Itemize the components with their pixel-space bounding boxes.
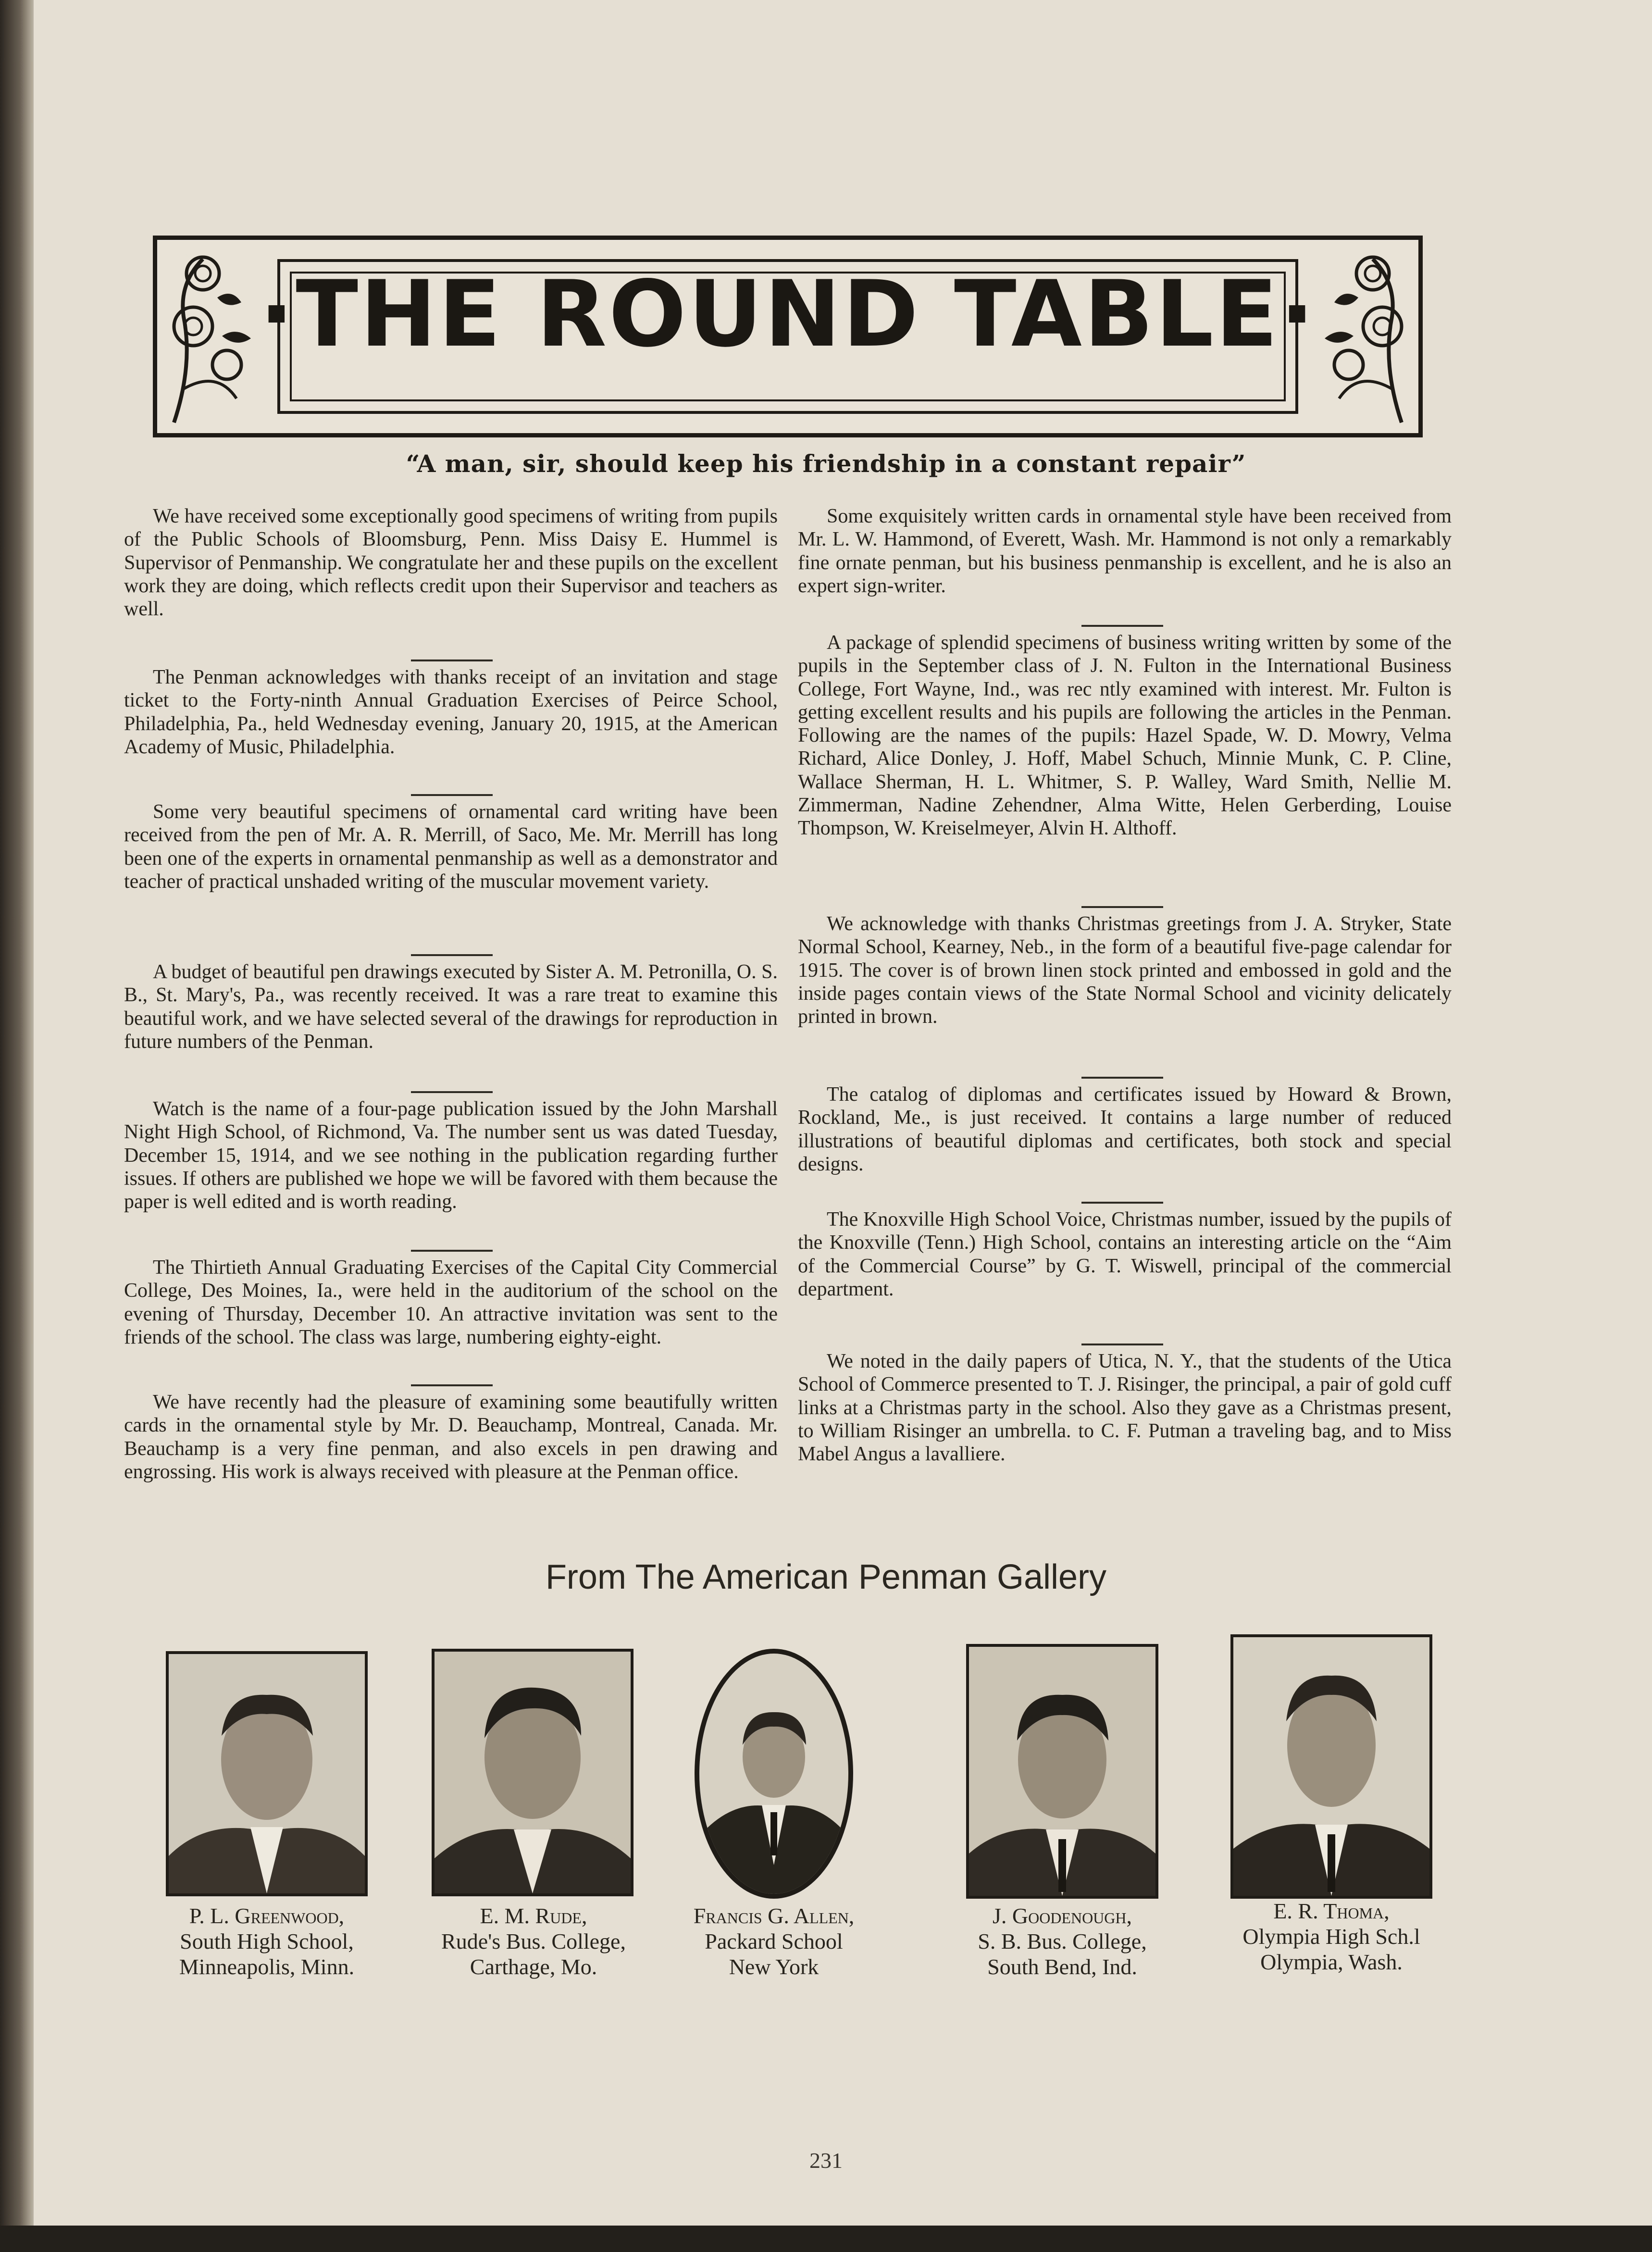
left-article-2: The Penman acknowledges with thanks receipt of an invitation and stage ticket to the Forty-ninth Annual Graduation Exercises of Peirce School, Philadelphia, Pa., held Wednesday evening, January 20, 1915, at the American Academy of Music, Philadelphia.	[124, 666, 778, 758]
left-article-5: Watch is the name of a four-page publication issued by the John Marshall Night High School, of Richmond, Va. The number sent us was dated Tuesday, December 15, 1914, and we see nothing in the publication regarding further issues. If others are published we hope we will be favored with them because the paper is well edited and is worth reading.	[124, 1098, 778, 1213]
portrait-photo-allen	[699, 1654, 848, 1894]
book-spine	[0, 0, 34, 2252]
portrait-photo-goodenough	[966, 1644, 1158, 1899]
divider	[411, 794, 493, 796]
right-article-1: Some exquisitely written cards in ornamental style have been received from Mr. L. W. Hammond, of Everett, Wash. Mr. Hammond is not only a remarkably fine ornate penman, but his business penmanship is excellent, and he is also an expert sign-writer.	[798, 505, 1452, 597]
caption-rude: E. M. Rude, Rude's Bus. College, Carthage, Mo.	[441, 1904, 626, 1979]
portrait-icon	[435, 1652, 631, 1893]
divider	[411, 1250, 493, 1252]
caption-allen: Francis G. Allen, Packard School New York	[693, 1904, 855, 1979]
right-article-4: The catalog of diplomas and certificates issued by Howard & Brown, Rockland, Me., is just received. It contains a large number of reduced illustrations of beautiful diplomas and certificates, both stock and special designs.	[798, 1083, 1452, 1175]
divider	[1081, 625, 1163, 627]
divider	[411, 954, 493, 956]
portrait-photo-rude	[432, 1649, 633, 1896]
page-number: 231	[809, 2148, 843, 2173]
left-article-6: The Thirtieth Annual Graduating Exercises of the Capital City Commercial College, Des Moines, Ia., were held in the auditorium of the school on the evening of Thursday, December 10. An attractive invitation was sent to the friends of the school. The class was large, numbering eighty-eight.	[124, 1257, 778, 1348]
divider	[411, 1091, 493, 1093]
portrait-oval-frame	[695, 1649, 853, 1899]
caption-greenwood: P. L. Greenwood, South High School, Minneapolis, Minn.	[179, 1904, 355, 1979]
page-bottom-edge	[0, 2226, 1652, 2252]
divider	[1081, 1202, 1163, 1204]
portrait-icon	[969, 1647, 1155, 1896]
right-article-5: The Knoxville High School Voice, Christmas number, issued by the pupils of the Knoxville (Tenn.) High School, contains an interesting article on the “Aim of the Commercial Course” by G. T. Wiswell, principal of the commercial department.	[798, 1208, 1452, 1300]
left-article-4: A budget of beautiful pen drawings executed by Sister A. M. Petronilla, O. S. B., St. Mary's, Pa., was recently received. It was a rare treat to examine this beautiful work, and we have selected several of the drawings for reproduction in future numbers of the Penman.	[124, 961, 778, 1053]
gallery-title: From The American Penman Gallery	[545, 1558, 1107, 1596]
left-article-1: We have received some exceptionally good specimens of writing from pupils of the Public Schools of Bloomsburg, Penn. Miss Daisy E. Hummel is Supervisor of Penmanship. We congratulate her and these pupils on the excellent work they are doing, which reflects credit upon their Supervisor and teachers as well.	[124, 505, 778, 621]
caption-thoma: E. R. Thoma, Olympia High Sch.l Olympia, Wash.	[1242, 1899, 1420, 1974]
portrait-photo-thoma	[1230, 1634, 1432, 1899]
divider	[411, 1384, 493, 1386]
left-article-7: We have recently had the pleasure of examining some beautifully written cards in the ornamental style by Mr. D. Beauchamp, Montreal, Canada. Mr. Beauchamp is a very fine penman, and also excels in pen drawing and engrossing. His work is always received with pleasure at the Penman office.	[124, 1391, 778, 1483]
right-article-2: A package of splendid specimens of business writing written by some of the pupils in the September class of J. N. Fulton in the International Business College, Fort Wayne, Ind., was rec ntly examined with interest. Mr. Fulton is getting excellent results and his pupils are following the articles in the Penman. Following are the names of the pupils: Hazel Spade, W. D. Mowry, Velma Richard, Alice Donley, J. Hoff, Mabel Schuch, Minnie Munk, C. P. Cline, Wallace Sherman, H. L. Whitmer, S. P. Walley, Ward Smith, Nellie M. Zimmerman, Nadine Zehendner, Alma Witte, Helen Gerberding, Louise Thompson, W. Kreiselmeyer, Alvin H. Althoff.	[798, 632, 1452, 840]
left-article-3: Some very beautiful specimens of ornamental card writing have been received from the pen of Mr. A. R. Merrill, of Saco, Me. Mr. Merrill has long been one of the experts in ornamental penmanship as well as a demonstrator and teacher of practical unshaded writing of the muscular movement variety.	[124, 801, 778, 893]
caption-goodenough: J. Goodenough, S. B. Bus. College, South Bend, Ind.	[978, 1904, 1147, 1979]
motto: “A man, sir, should keep his friendship in a constant repair”	[406, 449, 1246, 478]
divider	[1081, 1344, 1163, 1345]
divider	[411, 659, 493, 661]
divider	[1081, 1077, 1163, 1079]
portrait-photo-greenwood	[166, 1651, 368, 1896]
right-article-6: We noted in the daily papers of Utica, N. Y., that the students of the Utica School of Commerce presented to T. J. Risinger, the principal, a pair of gold cuff links at a Christmas party in the school. Also they gave as a Christmas present, to William Risinger an umbrella. to C. F. Putman a traveling bag, and to Miss Mabel Angus a lavalliere.	[798, 1350, 1452, 1466]
portrait-icon	[1233, 1637, 1429, 1896]
portrait-icon	[169, 1654, 365, 1893]
divider	[1081, 906, 1163, 908]
right-article-3: We acknowledge with thanks Christmas greetings from J. A. Stryker, State Normal School, Kearney, Neb., in the form of a beautiful five-page calendar for 1915. The cover is of brown linen stock printed and embossed in gold and the inside pages contain views of the State Normal School and vicinity delicately printed in brown.	[798, 913, 1452, 1028]
page-title: ·THE ROUND TABLE·	[259, 261, 1317, 367]
round-table-banner	[153, 236, 1423, 437]
